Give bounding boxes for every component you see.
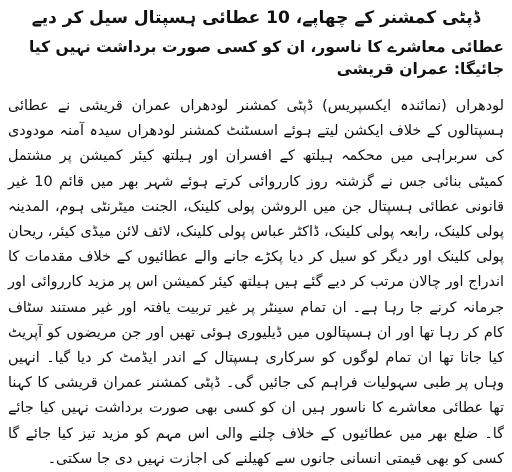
headline: ڈپٹی کمشنر کے چھاپے، 10 عطائی ہسپتال سیل کر دیے <box>31 8 481 28</box>
subheadline: عطائی معاشرے کا ناسور، ان کو کسی صورت برداشت نہیں کیا جائیگا: عمران قریشی <box>28 38 504 78</box>
article-body: لودھراں (نمائندہ ایکسپریس) ڈپٹی کمشنر لودھراں عمران قریشی نے عطائی ہسپتالوں کے خلاف ایکشن لیتے ہوئے اسسٹنٹ کمشنر لودھراں سیدہ آمنہ مودودی کی سربراہی میں محکمہ ہیلتھ کے افسران اور ہیلتھ کیئر کمیشن پر مشتمل کمیٹی بنائی جس نے گزشتہ روز کارروائی کرتے ہوئے شہر بھر میں قائم 10 غیر قانونی عطائی ہسپتال جن میں الروشن پولی کلینک، الجنت میٹرنٹی ہوم، المدینہ پولی کلینک، رابعہ پولی کلینک، ڈاکٹر عباس پولی کلینک، لائف لائن میڈی کیئر، ریحان پولی کلینک اور دیگر کو سیل کر دیا پکڑے جانے والے عطائیوں کے خلاف مقدمات کا اندراج اور چالان مرتب کر دیے گئے ہیں ہیلتھ کیئر کمیشن اس پر مزید کارروائی اور جرمانہ کرنے جا رہا ہے۔ ان تمام سینٹر پر غیر تربیت یافتہ اور غیر مستند سٹاف کام کر رہا تھا اور ان ہسپتالوں میں ڈیلیوری ہوئی تھیں اور جن مریضوں کو آپریٹ کیا جاتا تھا ان تمام لوگوں کو سرکاری ہسپتال کے اندر ایڈمٹ کر دیا گیا۔ انہیں وہاں پر طبی سہولیات فراہم کی جائیں گی۔ ڈپٹی کمشنر عمران قریشی کا کہنا تھا عطائی معاشرے کا ناسور ہیں ان کو کسی بھی صورت برداشت نہیں کیا جائے گا۔ ضلع بھر میں عطائیوں کے خلاف چلنے والی اس مہم کو مزید تیز کیا جائے گا کسی کو بھی قیمتی انسانی جانوں سے کھیلنے کی اجازت نہیں دی جا سکتی۔ <box>8 98 504 467</box>
